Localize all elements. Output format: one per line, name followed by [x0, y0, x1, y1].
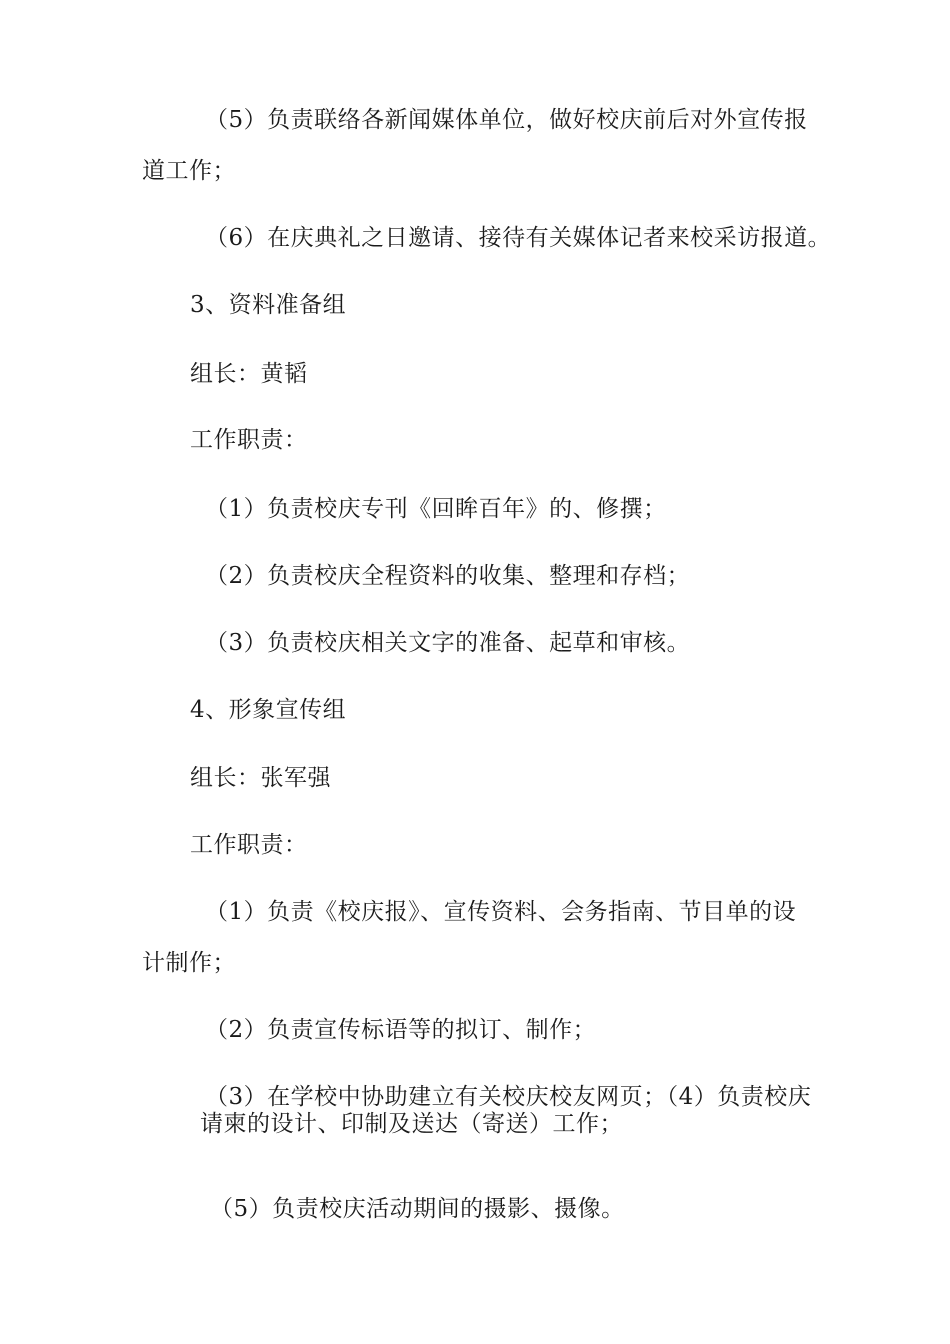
paragraph-line: （1）负责校庆专刊《回眸百年》的、修撰；	[205, 496, 667, 522]
paragraph-line: （2）负责校庆全程资料的收集、整理和存档；	[205, 563, 691, 589]
paragraph-line: 道工作；	[142, 158, 236, 184]
group-leader: 组长：张军强	[190, 765, 331, 791]
paragraph-line: （3）在学校中协助建立有关校庆校友网页；（4）负责校庆	[205, 1084, 812, 1110]
group-leader: 组长：黄韬	[190, 361, 308, 387]
duties-label: 工作职责：	[190, 427, 308, 453]
paragraph-line: （5）负责联络各新闻媒体单位，做好校庆前后对外宣传报	[205, 107, 808, 133]
paragraph-line: （6）在庆典礼之日邀请、接待有关媒体记者来校采访报道。	[205, 225, 832, 251]
paragraph-line: 计制作；	[142, 950, 236, 976]
duties-label: 工作职责：	[190, 832, 308, 858]
paragraph-line: （2）负责宣传标语等的拟订、制作；	[205, 1017, 597, 1043]
paragraph-line: 请柬的设计、印制及送达（寄送）工作；	[200, 1111, 623, 1137]
section-heading: 3、资料准备组	[190, 292, 347, 318]
paragraph-line: （3）负责校庆相关文字的准备、起草和审核。	[205, 630, 691, 656]
paragraph-line: （5）负责校庆活动期间的摄影、摄像。	[210, 1196, 625, 1222]
section-heading: 4、形象宣传组	[190, 697, 347, 723]
paragraph-line: （1）负责《校庆报》、宣传资料、会务指南、节目单的设	[205, 899, 797, 925]
